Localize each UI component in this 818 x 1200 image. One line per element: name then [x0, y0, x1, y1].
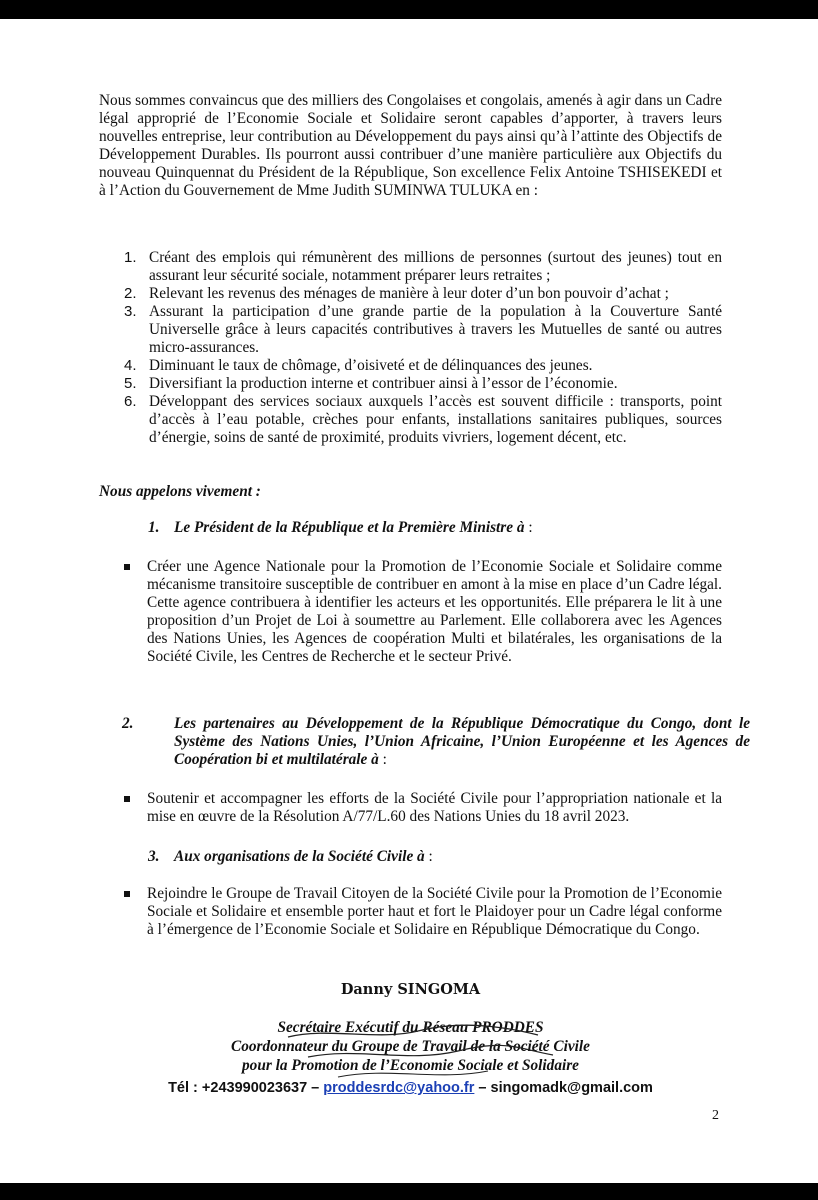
section-title: Le Président de la République et la Première Ministre à [174, 519, 525, 536]
signatory-title-line: pour la Promotion de l’Economie Sociale et Solidaire [242, 1057, 579, 1074]
list-item [99, 303, 722, 357]
list-item [99, 285, 722, 303]
bullet-text: Créer une Agence Nationale pour la Promotion de l’Economie Sociale et Solidaire comme mécanisme transitoire susceptible de contribuer en amont à la mise en place d’un Cadre légal. Cette agence contribuera à identifier les acteurs et les opportunités. Elle préparera le lit à une proposition d’un Projet de Loi à soumettre au Parlement. Elle collaborera avec les Agences des Nations Unies, les Agences de coopération Multi et bilatérales, les organisations de la Société Civile, les Centres de Recherche et le secteur Privé. [147, 558, 722, 665]
document-page [0, 19, 818, 1183]
list-item-text: Relevant les revenus des ménages de manière à leur doter d’un bon pouvoir d’achat ; [149, 285, 669, 302]
list-item-number: 5. [124, 375, 137, 392]
list-item-text: Développant des services sociaux auxquels l’accès est souvent difficile : transports, point d’accès à l’eau potable, crèches pour enfants, installations sanitaires publiques, sources d’énergie, soins de santé de proximité, produits vivriers, logement décent, etc. [149, 393, 722, 446]
contact-line [99, 1079, 722, 1097]
list-item-number: 4. [124, 357, 137, 374]
intro-paragraph: Nous sommes convaincus que des milliers des Congolaises et congolais, amenés à agir dans un Cadre légal approprié de l’Economie Sociale et Solidaire seront capables d’apporter, à travers leurs nouvelles entreprise, leur contribution au Développement du pays ainsi qu’à l’attinte des Objectifs de Développement Durables. Ils pourront aussi contribuer d’une manière particulière aux Objectifs du nouveau Quinquennat du Président de la République, Son excellence Felix Antoine TSHISEKEDI et à l’Action du Gouvernement de Mme Judith SUMINWA TULUKA en : [99, 92, 722, 199]
section-title: Les partenaires au Développement de la République Démocratique du Congo, dont le Système des Nations Unies, l’Union Africaine, l’Union Européenne et les Agences de Coopération bi et multilatérale à [174, 715, 750, 768]
section-colon: : [524, 519, 533, 536]
signatory-title-line: Coordonnateur du Groupe de Travail de la Société Civile [231, 1038, 590, 1055]
square-bullet-icon [124, 564, 130, 570]
section-heading-1 [148, 519, 724, 537]
contact-email-2: – singomadk@gmail.com [474, 1080, 653, 1096]
page-number: 2 [712, 1108, 719, 1123]
section-colon: : [378, 751, 387, 768]
square-bullet-icon [124, 796, 130, 802]
list-item [99, 357, 722, 375]
list-item-text: Diversifiant la production interne et contribuer ainsi à l’essor de l’économie. [149, 375, 618, 392]
section-colon: : [424, 848, 433, 865]
list-item-text: Diminuant le taux de chômage, d’oisiveté et de délinquances des jeunes. [149, 357, 593, 374]
list-item-number: 1. [124, 249, 137, 266]
section-title: Aux organisations de la Société Civile à [174, 848, 425, 865]
bullet-text: Soutenir et accompagner les efforts de la Société Civile pour l’appropriation nationale et la mise en œuvre de la Résolution A/77/L.60 des Nations Unies du 18 avril 2023. [147, 790, 722, 825]
section-heading-3 [148, 848, 724, 866]
bullet-text: Rejoindre le Groupe de Travail Citoyen de la Société Civile pour la Promotion de l’Economie Sociale et Solidaire et ensemble porter haut et fort le Plaidoyer pour un Cadre légal conforme à l’émergence de l’Economie Sociale et Solidaire en République Démocratique du Congo. [147, 885, 722, 938]
list-item-number: 2. [124, 285, 137, 302]
square-bullet-icon [124, 891, 130, 897]
contact-phone: Tél : +243990023637 – [168, 1080, 324, 1096]
list-item-number: 6. [124, 393, 137, 410]
section-number: 1. [148, 519, 160, 536]
top-black-bar [0, 0, 818, 19]
section-number: 2. [122, 715, 134, 732]
bottom-black-bar [0, 1183, 818, 1200]
call-heading: Nous appelons vivement : [99, 483, 261, 500]
bullet-paragraph-3 [99, 885, 722, 939]
list-item-text: Créant des emplois qui rémunèrent des millions de personnes (surtout des jeunes) tout en assurant leur sécurité sociale, notamment préparer leurs retraites ; [149, 249, 722, 284]
bullet-paragraph-2 [99, 790, 722, 826]
numbered-list [99, 249, 722, 447]
list-item [99, 375, 722, 393]
section-heading-2 [122, 715, 750, 769]
signatory-name: Danny SINGOMA [340, 981, 481, 998]
list-item [99, 393, 722, 447]
list-item-text: Assurant la participation d’une grande partie de la population à la Couverture Santé Universelle grâce à leurs capacités contributives à travers les Mutuelles de santé ou autres micro-assurances. [149, 303, 722, 356]
signatory-title-line: Secrétaire Exécutif du Réseau PRODDES [277, 1019, 544, 1036]
list-item-number: 3. [124, 303, 137, 320]
list-item [99, 249, 722, 285]
email-link[interactable]: proddesrdc@yahoo.fr [323, 1080, 475, 1096]
bullet-paragraph-1 [99, 558, 722, 666]
section-number: 3. [148, 848, 160, 865]
